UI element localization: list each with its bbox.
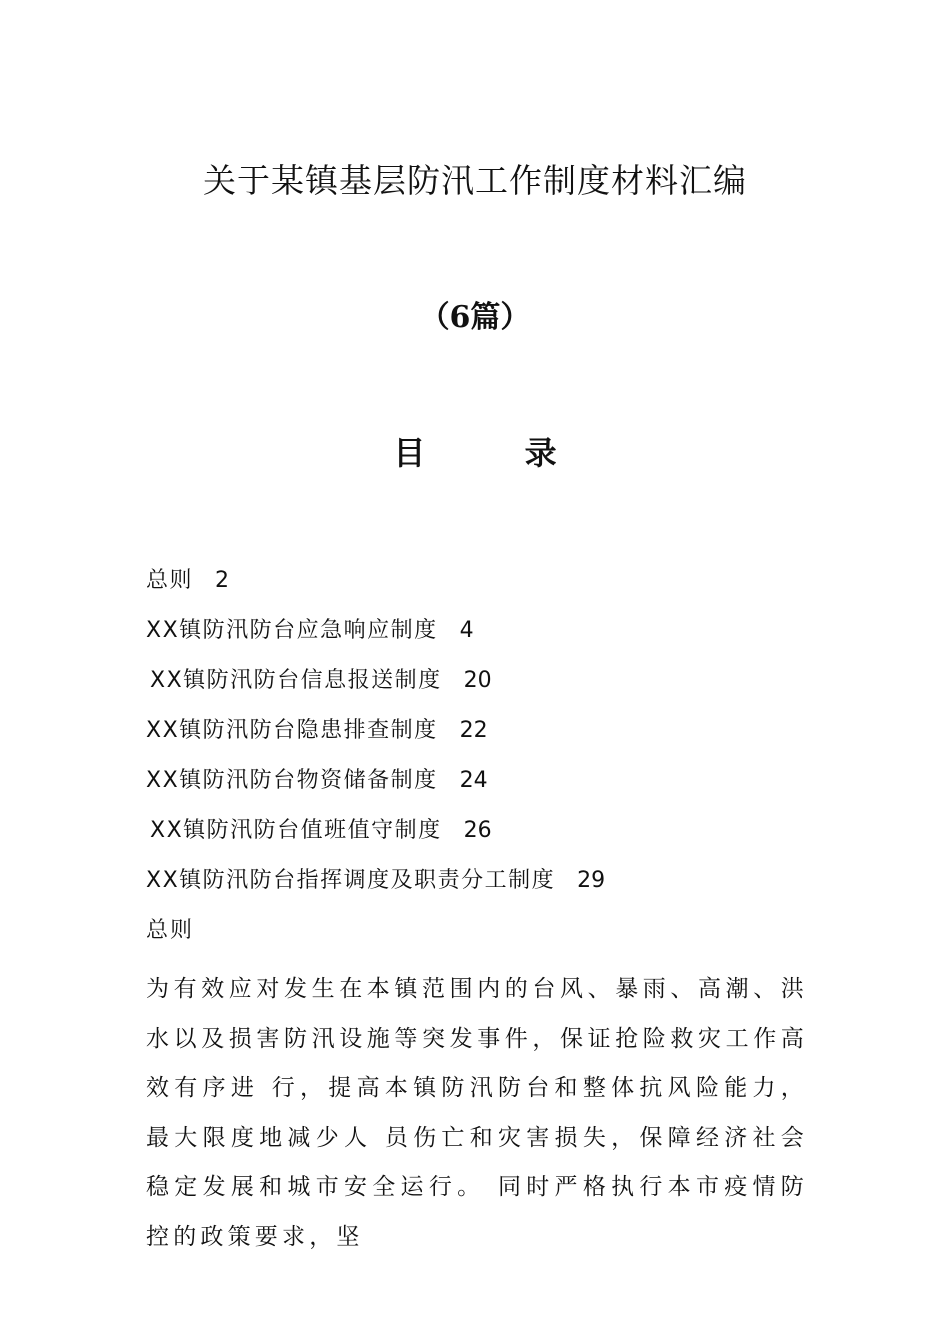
toc-item-hazard-inspection[interactable]: [146, 716, 605, 766]
toc-item-label: XX镇防汛防台隐患排查制度: [146, 718, 438, 743]
toc-item-label: XX镇防汛防台物资储备制度: [146, 768, 438, 793]
toc-item-label: XX镇防汛防台指挥调度及职责分工制度: [146, 868, 556, 893]
toc-item-page: 4: [459, 618, 474, 643]
toc-item-page: 26: [463, 818, 492, 843]
body-paragraph: 为有效应对发生在本镇范围内的台风、暴雨、高潮、洪水以及损害防汛设施等突发事件，保证抢险救灾工作高效有序进 行，提高本镇防汛防台和整体抗风险能力，最大限度地减少人 员伤亡和灾害损失，保障经济社会稳定发展和城市安全运行。 同时严格执行本市疫情防控的政策要求，坚: [146, 976, 808, 1250]
toc-item-page: 20: [463, 668, 492, 693]
toc-item-emergency-response[interactable]: [146, 616, 605, 666]
toc-item-label: XX镇防汛防台应急响应制度: [146, 618, 438, 643]
toc-item-label: XX镇防汛防台值班值守制度: [150, 818, 442, 843]
toc-item-information-reporting[interactable]: [146, 666, 605, 716]
toc-item-page: 22: [459, 718, 488, 743]
toc-item-duty-watch[interactable]: [146, 816, 605, 866]
toc-heading: 目 录: [393, 434, 601, 472]
toc-item-page: 2: [215, 568, 230, 593]
document-title: 关于某镇基层防汛工作制度材料汇编: [203, 161, 747, 200]
toc-item-general[interactable]: [146, 566, 605, 616]
toc-item-command-dispatch[interactable]: [146, 866, 605, 916]
section-heading: 总则: [146, 918, 195, 943]
toc-item-label: XX镇防汛防台信息报送制度: [150, 668, 442, 693]
toc-item-page: 29: [577, 868, 606, 893]
toc-item-page: 24: [459, 768, 488, 793]
table-of-contents: [146, 566, 605, 916]
toc-item-label: 总则: [146, 568, 194, 593]
document-subtitle: （6篇）: [419, 300, 531, 335]
toc-item-material-reserve[interactable]: [146, 766, 605, 816]
